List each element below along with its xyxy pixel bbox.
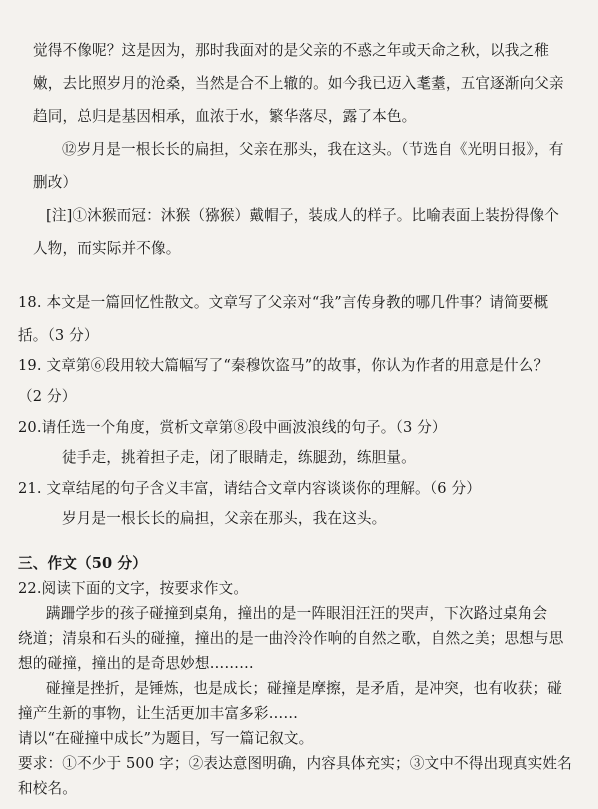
question-20-quote: 徒手走，挑着担子走，闭了眼睛走，练腿劲，练胆量。 bbox=[62, 449, 416, 466]
passage-line: 觉得不像呢？这是因为，那时我面对的是父亲的不惑之年或天命之秋，以我之稚 bbox=[33, 42, 550, 59]
question-22: 22.阅读下面的文字，按要求作文。 bbox=[18, 580, 249, 597]
section-heading: 三、作文（50 分） bbox=[18, 555, 148, 572]
composition-prompt: 请以“在碰撞中成长”为题目，写一篇记叙文。 bbox=[18, 730, 314, 747]
passage-line: ⑫岁月是一根长长的扁担，父亲在那头，我在这头。（节选自《光明日报》，有 bbox=[62, 141, 564, 158]
question-18: 18. 本文是一篇回忆性散文。文章写了父亲对“我”言传身教的哪几件事？请简要概 bbox=[18, 294, 549, 311]
composition-text: 绕道；清泉和石头的碰撞，撞出的是一曲泠泠作响的自然之歌，自然之美；思想与思 bbox=[18, 630, 564, 647]
composition-text: 想的碰撞，撞出的是奇思妙想……… bbox=[18, 655, 254, 672]
composition-text: 蹒跚学步的孩子碰撞到桌角，撞出的是一阵眼泪汪汪的哭声，下次路过桌角会 bbox=[46, 605, 548, 622]
question-21-quote: 岁月是一根长长的扁担，父亲在那头，我在这头。 bbox=[62, 510, 387, 527]
composition-requirements-cont: 和校名。 bbox=[18, 780, 77, 797]
footnote-line: 人物，而实际并不像。 bbox=[33, 240, 181, 257]
question-19: 19. 文章第⑥段用较大篇幅写了“秦穆饮盗马”的故事，你认为作者的用意是什么？ bbox=[18, 357, 549, 374]
footnote-line: [注]①沐猴而冠：沐猴（猕猴）戴帽子，装成人的样子。比喻表面上装扮得像个 bbox=[46, 207, 559, 224]
passage-line: 趋同，总归是基因相承，血浓于水，繁华落尽，露了本色。 bbox=[33, 108, 417, 125]
question-20: 20.请任选一个角度，赏析文章第⑧段中画波浪线的句子。（3 分） bbox=[18, 419, 447, 436]
passage-line: 删改） bbox=[33, 174, 78, 191]
question-19-cont: （2 分） bbox=[18, 388, 77, 405]
question-21: 21. 文章结尾的句子含义丰富，请结合文章内容谈谈你的理解。（6 分） bbox=[18, 480, 481, 497]
composition-text: 撞产生新的事物，让生活更加丰富多彩…… bbox=[18, 705, 299, 722]
composition-text: 碰撞是挫折，是锤炼，也是成长；碰撞是摩擦，是矛盾，是冲突，也有收获；碰 bbox=[46, 680, 563, 697]
question-18-cont: 括。（3 分） bbox=[18, 327, 99, 344]
passage-line: 嫩，去比照岁月的沧桑，当然是合不上辙的。如今我已迈入耄耋，五官逐渐向父亲 bbox=[33, 75, 564, 92]
composition-requirements: 要求：①不少于 500 字；②表达意图明确，内容具体充实；③文中不得出现真实姓名 bbox=[18, 755, 572, 772]
